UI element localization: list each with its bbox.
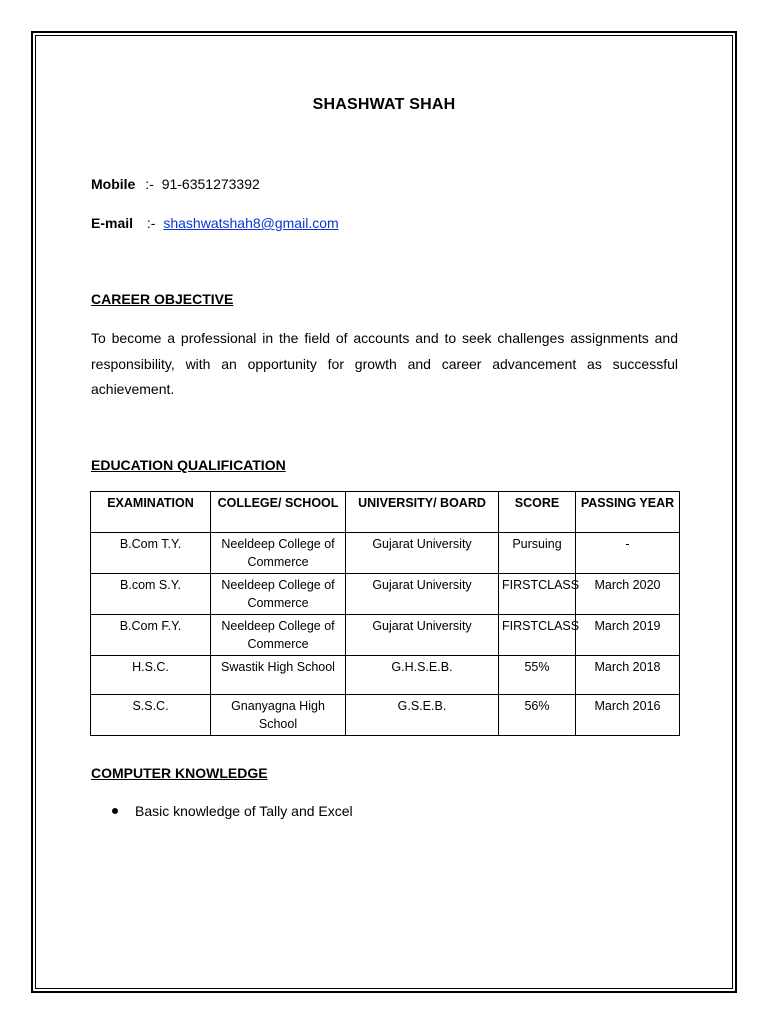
computer-knowledge-list [112,803,353,819]
cell-score: Pursuing [499,533,576,574]
cell-examination: B.Com T.Y. [91,533,211,574]
table-header-row [91,492,680,533]
table-row [91,533,680,574]
header-passing-year: PASSING YEAR [576,492,680,533]
bullet-icon [112,808,118,814]
email-link[interactable]: shashwatshah8@gmail.com [163,215,339,231]
mobile-line [91,176,260,192]
mobile-value: 91-6351273392 [161,176,260,192]
list-item [112,803,353,819]
cell-university: G.S.E.B. [346,695,499,736]
cell-score: 56% [499,695,576,736]
career-objective-heading: CAREER OBJECTIVE [91,291,234,307]
email-line [91,215,339,231]
header-score: SCORE [499,492,576,533]
cell-university: Gujarat University [346,574,499,615]
cell-university: G.H.S.E.B. [346,656,499,695]
mobile-separator: :- [145,176,154,192]
cell-college: Swastik High School [211,656,346,695]
cell-examination: S.S.C. [91,695,211,736]
table-row [91,656,680,695]
cell-college: Neeldeep College of Commerce [211,574,346,615]
header-college-school: COLLEGE/ SCHOOL [211,492,346,533]
cell-college: Neeldeep College of Commerce [211,533,346,574]
header-examination: EXAMINATION [91,492,211,533]
computer-knowledge-heading: COMPUTER KNOWLEDGE [91,765,268,781]
cell-score: FIRSTCLASS [499,574,576,615]
cell-university: Gujarat University [346,533,499,574]
cell-examination: B.Com F.Y. [91,615,211,656]
email-label: E-mail [91,215,134,231]
skill-text: Basic knowledge of Tally and Excel [135,803,353,819]
table-row [91,574,680,615]
header-university-board: UNIVERSITY/ BOARD [346,492,499,533]
table-row [91,615,680,656]
cell-examination: B.com S.Y. [91,574,211,615]
cell-year: March 2018 [576,656,680,695]
email-separator: :- [146,215,156,231]
cell-college: Gnanyagna High School [211,695,346,736]
cell-university: Gujarat University [346,615,499,656]
cell-year: March 2019 [576,615,680,656]
cell-year: - [576,533,680,574]
mobile-label: Mobile [91,176,136,192]
cell-year: March 2020 [576,574,680,615]
cell-examination: H.S.C. [91,656,211,695]
education-table [90,491,680,736]
education-heading: EDUCATION QUALIFICATION [91,457,286,473]
cell-college: Neeldeep College of Commerce [211,615,346,656]
cell-score: FIRSTCLASS [499,615,576,656]
cell-score: 55% [499,656,576,695]
table-row [91,695,680,736]
candidate-name: SHASHWAT SHAH [312,96,456,113]
cell-year: March 2016 [576,695,680,736]
career-objective-text: To become a professional in the field of accounts and to seek challenges assignments and responsibility, with an opportunity for growth and career advancement as successful achievement. [91,330,678,397]
